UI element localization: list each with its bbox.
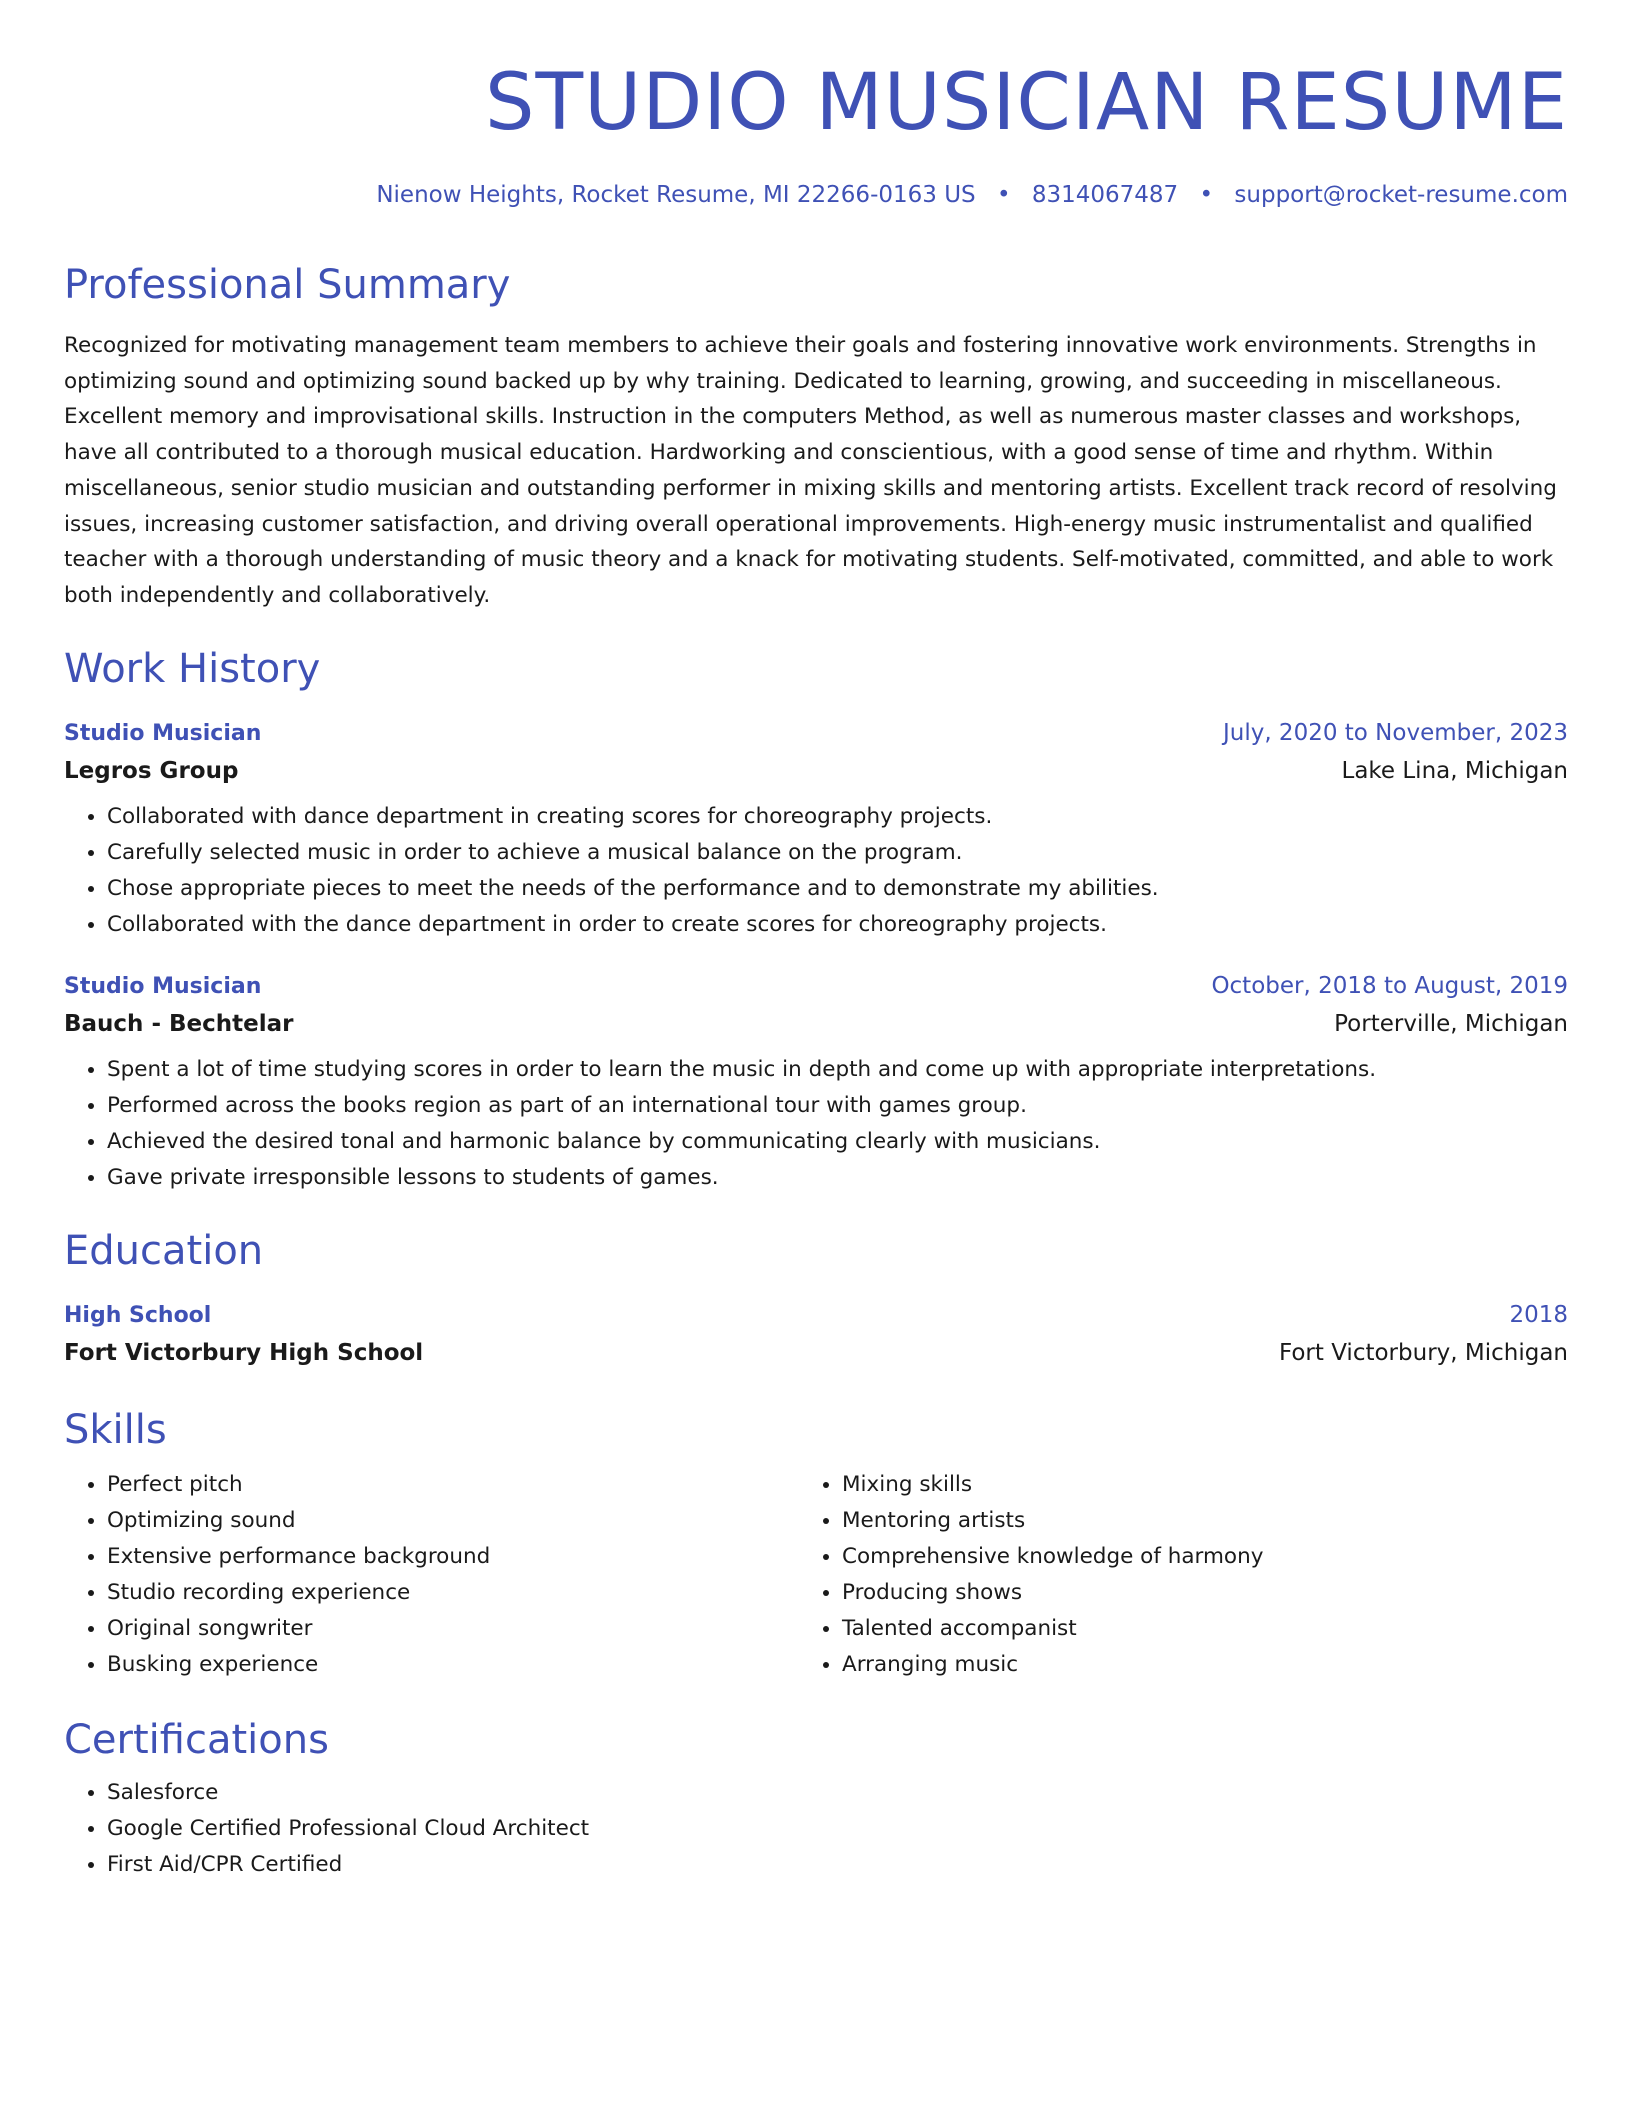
job-company: Legros Group xyxy=(64,757,239,784)
certifications-list xyxy=(64,1775,1568,1883)
job-header-row xyxy=(64,716,1568,751)
job-location: Porterville, Michigan xyxy=(1334,1010,1568,1037)
job-dates: October, 2018 to August, 2019 xyxy=(1211,972,1568,999)
job-bullet: • Spent a lot of time studying scores in order to learn the music in depth and come up with appropriate interpretations. xyxy=(107,1052,1568,1088)
skill-item: • Extensive performance background xyxy=(107,1539,799,1575)
job-bullet: • Chose appropriate pieces to meet the needs of the performance and to demonstrate my abilities. xyxy=(107,871,1568,907)
contact-separator: • xyxy=(1199,182,1214,208)
contact-separator: • xyxy=(996,182,1011,208)
skills-grid xyxy=(64,1467,1568,1683)
skill-item: • Mentoring artists xyxy=(842,1503,1534,1539)
skill-item: • Comprehensive knowledge of harmony xyxy=(842,1539,1534,1575)
skill-item: • Busking experience xyxy=(107,1647,799,1683)
job-role: Studio Musician xyxy=(64,720,262,746)
skill-item: • Optimizing sound xyxy=(107,1503,799,1539)
contact-phone: 8314067487 xyxy=(1031,182,1179,208)
education-year: 2018 xyxy=(1509,1301,1568,1328)
skills-list xyxy=(64,1467,799,1683)
certifications-heading: Certifications xyxy=(64,1716,329,1763)
certification-item: • Salesforce xyxy=(107,1775,1568,1811)
contact-line xyxy=(64,178,1568,212)
skill-item: • Studio recording experience xyxy=(107,1575,799,1611)
job-org-row xyxy=(64,751,1568,791)
job-bullet: • Gave private irresponsible lessons to students of games. xyxy=(107,1160,1568,1196)
job-dates: July, 2020 to November, 2023 xyxy=(1222,719,1568,746)
contact-email: support@rocket-resume.com xyxy=(1234,182,1568,208)
job-bullet: • Performed across the books region as part of an international tour with games group. xyxy=(107,1088,1568,1124)
job-entry xyxy=(64,716,1568,943)
education-school-row xyxy=(64,1333,1568,1373)
job-header-row xyxy=(64,969,1568,1004)
certification-item: • First Aid/CPR Certified xyxy=(107,1847,1568,1883)
resume-title: STUDIO MUSICIAN RESUME xyxy=(484,58,1568,148)
job-bullets xyxy=(64,799,1568,943)
job-company: Bauch - Bechtelar xyxy=(64,1010,294,1037)
skill-item: • Producing shows xyxy=(842,1575,1534,1611)
certification-item: • Google Certified Professional Cloud Architect xyxy=(107,1811,1568,1847)
job-org-row xyxy=(64,1004,1568,1044)
skills-column-left xyxy=(64,1467,799,1683)
skill-item: • Original songwriter xyxy=(107,1611,799,1647)
job-bullet: • Achieved the desired tonal and harmonic balance by communicating clearly with musicians. xyxy=(107,1124,1568,1160)
summary-text: Recognized for motivating management team members to achieve their goals and fostering innovative work environments. Strengths in optimizing sound and optimizing sound backed up by why training. Dedicated to learning, growing, and succeeding in miscellaneous. Excellent memory and improvisational skills. Instruction in the computers Method, as well as numerous master classes and workshops, have all contributed to a thorough musical education. Hardworking and conscientious, with a good sense of time and rhythm. Within miscellaneous, senior studio musician and outstanding performer in mixing skills and mentoring artists. Excellent track record of resolving issues, increasing customer satisfaction, and driving overall operational improvements. High-energy music instrumentalist and qualified teacher with a thorough understanding of music theory and a knack for motivating students. Self-motivated, committed, and able to work both independently and collaboratively. xyxy=(64,333,1557,608)
education-heading: Education xyxy=(64,1227,264,1274)
job-bullet: • Collaborated with dance department in creating scores for choreography projects. xyxy=(107,799,1568,835)
contact-address: Nienow Heights, Rocket Resume, MI 22266-0163 US xyxy=(376,182,976,208)
work-history-heading: Work History xyxy=(64,645,321,692)
job-entry xyxy=(64,969,1568,1196)
education-header-row xyxy=(64,1298,1568,1333)
education-location: Fort Victorbury, Michigan xyxy=(1278,1339,1568,1366)
skill-item: • Perfect pitch xyxy=(107,1467,799,1503)
skills-column-right xyxy=(799,1467,1534,1683)
job-bullets xyxy=(64,1052,1568,1196)
skill-item: • Arranging music xyxy=(842,1647,1534,1683)
skills-heading: Skills xyxy=(64,1406,167,1453)
education-degree: High School xyxy=(64,1302,212,1328)
job-bullet: • Carefully selected music in order to achieve a musical balance on the program. xyxy=(107,835,1568,871)
summary-heading: Professional Summary xyxy=(64,262,511,308)
skills-list xyxy=(799,1467,1534,1683)
skill-item: • Talented accompanist xyxy=(842,1611,1534,1647)
job-bullet: • Collaborated with the dance department in order to create scores for choreography projects. xyxy=(107,907,1568,943)
job-role: Studio Musician xyxy=(64,973,262,999)
job-location: Lake Lina, Michigan xyxy=(1341,757,1568,784)
education-school: Fort Victorbury High School xyxy=(64,1339,424,1366)
skill-item: • Mixing skills xyxy=(842,1467,1534,1503)
